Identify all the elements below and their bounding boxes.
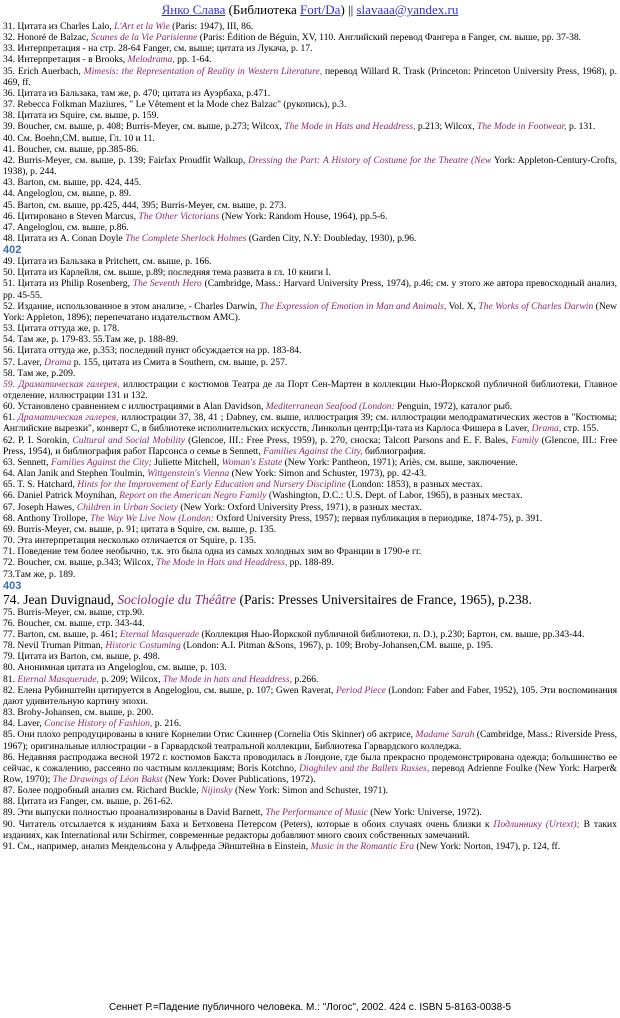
note-text: p. 131. [566,121,596,133]
page-number-marker-403: 403 [3,579,22,592]
note-text: 44. Angeloglou, см. выше, p. 89. [3,188,132,200]
footnote [3,785,617,796]
note-text: 79. Цитата из Barton, см. выше, p. 498. [3,651,160,663]
note-text: 64. Alan Janik and Stephen Toulmin, [3,468,148,480]
note-text: 77. Barton, см. выше, p. 461; [3,628,120,640]
note-text: 68. Anthony Trollope, [3,512,91,524]
note-text: В таких изданиях, как International или Schirmer, современные редакторы добавляют много своих собственных замечаний. [3,818,617,841]
footnote [3,490,617,501]
note-text: 91. См., например, анализ Мендельсона у Альфреда Эйнштейна в Einstein, [3,840,311,852]
citation-title: Diaghilev and the Ballets Russes, [299,762,430,774]
note-text: 61. [3,412,18,424]
footnote [3,188,617,199]
note-text: 37. Rebecca Folkman Maziures, " Le Vêtement et la Mode chez Balzac" (рукопись), p.3. [3,99,347,111]
citation-title: Music in the Romantic Era [310,840,414,852]
note-text: 81. [3,673,18,685]
note-text: 75. Burris-Meyer, см. выше, стр.90. [3,606,145,618]
note-text: pp. 1-64. [174,54,212,66]
footnote [3,729,617,751]
citation-title: Hints for the Improvement of Early Education and Nursery Discipline [77,479,346,491]
note-text: (Paris: Presses Universitaires de France, 1965), p.238. [236,591,532,607]
page-number-marker-402: 402 [3,244,22,257]
fortda-link[interactable]: Fort/Da [300,2,341,17]
footnote [3,357,617,368]
note-text: (Paris: 1947), III, 86. [169,21,254,32]
citation-title: Подлиннику (Urtext); [493,818,580,830]
citation-title: The Mode in Footwear, [477,121,567,133]
note-text: 76. Boucher, см. выше, стр. 343-44. [3,617,145,629]
notes-group-a [3,21,617,244]
note-text: 50. Цитата из Карлейля, см. выше, p.89; последняя тема развита в гл. 10 книги I. [3,267,331,279]
note-text: 67. Joseph Hawes, [3,501,77,513]
note-text: 82. Елена Рубинштейн цитируется в Angeloglou, см. выше, p. 107; Gwen Raverat, [3,684,336,696]
footnote [3,110,617,121]
header-separator: ) || [340,2,357,17]
footnote [3,841,617,852]
citation-title: Nijinsky [201,785,233,797]
notes-group-c [3,607,617,852]
page-header [0,0,620,19]
footnote [3,66,617,88]
notes-body [0,19,620,852]
citation-title: Mimesis: the Representation of Reality in Western Literature, [83,65,323,77]
footnote [3,707,617,718]
footnote [3,278,617,300]
footnote [3,121,617,132]
note-text: (Коллекция Нью-Йоркской публичной библиотеки, п. D.), p.230; Бартон, см. выше, pp.343-44. [199,628,585,640]
footnote [3,412,617,434]
note-text: (Garden City, N.Y: Doubleday, 1930), p.96. [246,232,417,244]
note-text: перевод Willard R. Trask (Princeton: Princeton University Press, 1968), p. 469, ff. [3,65,618,88]
note-text: 35. Erich Auerbach, [3,65,84,77]
citation-title: L'Art et la Wie [114,21,170,32]
note-text: 51. Цитата из Philip Rosenberg, [3,278,133,290]
footnote [3,651,617,662]
citation-title: Historic Costuming [105,640,181,652]
citation-title: Scunes de la Vie Parisienne [90,32,198,44]
citation-title: Eternal Masquerade [119,628,200,640]
note-text: 69. Burris-Meyer, см. выше, p. 91; цитата в Squire, см. выше, p. 135. [3,523,277,535]
footnote [3,752,617,785]
citation-title: The Other Victorians [138,210,220,222]
page-footer: Сеннет Р.=Падение публичного человека. М.: "Логос", 2002. 424 с. ISBN 5-8163-0038-5 [108,1002,512,1013]
footnote [3,435,617,457]
note-text: 84. Laver, [3,718,45,730]
citation-title: The Performance of Music [265,807,368,819]
note-text: 86. Недавняя распродажа весной 1972 г. костюмов Бакста проводилась в Лондоне, где была прекрасно продемонстрирована одежда; большинство ее сейчас, к сожалению, рассеяно по частным коллекциям; Boris Kotchno, [3,751,617,774]
citation-title: Children in Urban Society [76,501,178,513]
note-text: Oxford University Press, 1957); первая публикация в периодике, 1874-75), p. 391. [213,512,543,524]
note-text: 46. Цитировано в Steven Marcus, [3,210,139,222]
footnote [3,618,617,629]
note-text: (Glencoe, III.: Free Press, 1959), p. 270, сноска; Talcott Parsons and E. F. Bales, [185,434,512,446]
footnote [3,368,617,379]
note-text: (New York: Pantheon, 1971); Ariès, см. выше, заключение. [282,456,518,468]
note-text: p. 155, цитата из Смита в Southern, см. выше, p. 257. [71,356,288,368]
footnote [3,468,617,479]
note-text: (Cambridge, Mass.: Harvard University Press, 1974), p.46; см. у этого же автора превосходный анализ, pp. 45-55. [3,278,617,301]
citation-title: The Drawings of Léon Bakst [52,774,163,785]
footnote [3,796,617,807]
note-text: Vol. X, [446,300,479,312]
citation-title: The Mode in Hats and Headdress, [284,121,416,133]
footnote [3,233,617,244]
note-text: 36. Цитата из Бальзака, там же, p. 470; цитата из Ауэрбаха, p.471. [3,87,271,99]
citation-title: The Mode in Hats and Headdress, [155,557,288,569]
note-text: 87. Более подробный анализ см. Richard Buckle, [3,785,202,797]
note-text: p.266. [292,673,319,685]
note-text: (New York: Simon and Schuster, 1971). [232,785,389,797]
note-text: (New York: Simon and Schuster, 1973), pp. 42-43. [229,468,427,480]
citation-title: Melodrama, [127,54,175,66]
footnote [3,674,617,685]
note-text: 31. Цитата из Charles Lalo, [3,21,115,32]
citation-title: Cultural and Social Mobility [72,434,186,446]
footnote [3,54,617,65]
citation-title: Eternal Masquerade, [17,673,99,685]
notes-group-b [3,256,617,580]
footnote [3,379,617,401]
footnote [3,502,617,513]
citation-title: The Way We Live Now (London: [90,512,214,524]
footnote [3,629,617,640]
footnote [3,457,617,468]
note-text: 71. Поведение тем более необычно, т.к. это была одна из самых холодных зим во Франции в 1790-е гг. [3,546,422,558]
note-text: Penguin, 1972), каталог рыб. [394,401,513,413]
note-text: York: Appleton-Century-Crofts, 1938), p. 244. [3,154,617,178]
footnote [3,334,617,345]
note-text: 54. Там же, p. 179-83. 55.Там же, p. 188-89. [3,334,178,346]
note-text: (New York: Random House, 1964), pp.5-6. [219,210,388,222]
footnote [3,43,617,54]
note-text: Juliette Mitchell, [151,456,222,468]
footnote [3,88,617,99]
note-text: 41. Boucher, см. выше, pp.385-86. [3,143,139,155]
note-text: 80. Анонимная цитата из Angeloglou, см. выше, p. 103. [3,662,227,674]
note-text: (New York: Universe, 1972). [367,807,482,819]
note-text: 49. Цитата из Бальзака в Pritchett, см. выше, p. 166. [3,256,212,268]
citation-title: Family [511,434,539,446]
note-text: p. 216. [152,718,182,730]
footnote [3,155,617,177]
citation-title: Mediterranean Seafood (London: [265,401,395,413]
citation-title: The Expression of Emotion in Man and Animals, [259,300,447,312]
citation-title: Concise History of Fashion, [44,718,153,730]
note-text: 57. Laver, [3,356,45,368]
note-text: 62. P. I. Sorokin, [3,434,73,446]
note-text: 33. Интерпретация - на стр. 28-64 Fanger, см. выше; цитата из Лукача, p. 17. [3,43,313,55]
footnote [3,535,617,546]
footnote [3,144,617,155]
note-text: (Washington, D.C.: U.S. Dept. of Labor, 1965), в разных местах. [266,490,523,502]
note-text: 40. См. Boehn,CM. выше, Гл. 10 и 11. [3,132,155,144]
note-text: 83. Broby-Johansen, см. выше, p. 200. [3,707,154,719]
citation-title: 59. Драматическая галерея, [3,378,120,390]
citation-title: Report on the American Negro Family [119,490,267,502]
footnote [3,569,617,580]
note-text: 38. Цитата из Squire, см. выше, p. 159. [3,110,159,122]
note-text: 85. Они плохо репродуцированы в книге Корнелии Отис Скиннер (Cornelia Otis Skinner) об актрисе, [3,729,416,741]
citation-title: Драматическая галерея, [17,412,119,424]
note-text: 56. Цитата оттуда же, p.353; последний пункт обсуждается на pp. 183-84. [3,345,302,357]
author-link[interactable]: Янко Слава [161,2,226,17]
note-text: 72. Boucher, см. выше, p.343; Wilcox, [3,557,156,569]
note-text: pp. 188-89. [287,557,334,569]
note-text: перевод Adrienne Foulke (New York: Harper& Row, 1970); [3,762,617,785]
footnote [3,685,617,707]
note-text: иллюстрации с костюмов Театра де ла Порт Сен-Мартен в коллекции Нью-Йоркской публичной библиотеки, Главное отделение, иллюстрации 131 и 132. [3,378,617,401]
note-text: 34. Интерпретация - в Brooks, [3,54,128,66]
note-text: 43. Barton, см. выше, pp. 424, 445. [3,177,142,189]
footnote [3,513,617,524]
note-text: p.213; Wilcox, [415,121,478,133]
footnote [3,256,617,267]
footnote [3,401,617,412]
note-text: (Paris: Édition de Béguin, XV, 110. Английский перевод Фангера в Fanger, см. выше, pp. 37-38. [197,32,582,44]
note-text: 48. Цитата из A. Conan Doyle [3,232,126,244]
note-text: 45. Barton, см. выше, pp.425, 444, 395; Burris-Meyer, см. выше, p. 273. [3,199,287,211]
note-text: (Glencoe, III.: Free Press, 1954), и библиография работ Парсонса о семье в Sennett, [3,434,617,457]
note-text: 60. Установлено сравнением с иллюстрациями в Alan Davidson, [3,401,266,413]
footnote [3,323,617,334]
citation-title: Sociologie du Théâtre [117,591,237,607]
note-text: стр. 155. [561,423,599,435]
citation-title: Period Piece [335,684,386,696]
note-text: иллюстрации 37, 38, 41 ; Dabney, см. выше, иллюстрация 39; см. иллюстрации мелодраматических жестов в "Костюмы; Английские вырезки", конверт С, в библиотеке исполнительских искусств, Линкольн центр;Ци-тата из Карлоса Фишера в Laver, [3,412,618,435]
footnote [3,211,617,222]
note-text: 74. Jean Duvignaud, [3,591,118,607]
library-label: (Библиотека [225,2,300,17]
footnote [3,267,617,278]
note-text: 70. Эта интерпретация несколько отличается от Squire, p. 135. [3,535,257,547]
footnote [3,133,617,144]
note-text: (New York: Oxford University Press, 1971), в разных местах. [177,501,422,513]
citation-title: Madame Sarah [415,729,475,741]
footnote [3,177,617,188]
footnote [3,222,617,233]
note-text: (New York: Appleton, 1896); перепечатано издательством АМС). [3,300,617,323]
footnote [3,301,617,323]
footnote [3,819,617,841]
footnote [3,479,617,490]
footnote [3,32,617,43]
footnote [3,524,617,535]
note-text: 78. Nevil Truman Pitman, [3,640,106,652]
note-text: 88. Цитата из Fanger, см. выше, p. 261-62. [3,796,173,808]
footnote [3,99,617,110]
note-text: 73.Там же, p. 189. [3,568,76,580]
note-text: 52. Издание, использованное в этом анализе, - Charles Darwin, [3,300,260,312]
citation-title: The Works of Charles Darwin [478,300,594,312]
citation-title: The Complete Sherlock Holmes [125,232,247,244]
citation-title: Woman's Estate [221,456,283,468]
note-text: 90. Читатель отсылается к изданиям Баха и Бетховена Петерсом (Peters), которые в обоих случаях очень близки к [3,818,494,830]
note-text: (Cambridge, Mass.: Riverside Press, 1967); оригинальные иллюстрации - в Гарвардской театральной коллекции, Библиотека Гарвардского колледжа. [3,729,618,752]
note-text: 66. Daniel Patrick Moynihan, [3,490,120,502]
note-text: (New York: Dover Publications, 1972). [162,774,316,785]
note-text: 53. Цитата оттуда же, p. 178. [3,323,120,335]
note-text: 65. T. S. Hatchard, [3,479,78,491]
footnote [3,607,617,618]
footnote [3,807,617,818]
note-74 [3,592,617,607]
note-text: 63. Sennett, [3,456,51,468]
footnote [3,546,617,557]
citation-title: The Seventh Hero [132,278,202,290]
note-text: 42. Burris-Meyer, см. выше, p. 139; Fairfax Proudfit Walkup, [3,154,249,166]
note-text: p. 209; Wilcox, [98,673,163,685]
note-text: (London: Faber and Faber, 1952), 105. Эти воспоминания дают удивительную картину эпохи. [3,684,618,707]
email-link[interactable]: slavaaa@yandex.ru [356,2,459,17]
footnote [3,345,617,356]
citation-title: The Mode in hats and Headdress, [162,673,293,685]
citation-title: Drama, [531,423,562,435]
citation-title: Wittgenstein's Vienna [147,468,230,480]
citation-title: Drama [44,356,72,368]
footnote [3,640,617,651]
note-text: (London: 1853), в разных местах. [345,479,483,491]
footnote [3,200,617,211]
note-text: 32. Honoré de Balzac, [3,32,91,44]
citation-title: Families Against the City; [50,456,152,468]
note-text: библиография. [362,445,426,457]
citation-title: Dressing the Part: A History of Costume for the Theatre (New [248,154,492,166]
footnote [3,718,617,729]
note-text: 58. Там же, p.209. [3,367,76,379]
footnote [3,21,617,32]
note-text: 39. Boucher, см. выше, p. 408; Burris-Meyer, см. выше, p.273; Wilcox, [3,121,285,133]
citation-title: Families Against the City, [263,445,363,457]
note-text: (New York: Norton, 1947), p. 124, ff. [414,840,561,852]
note-text: 89. Эти выпуски полностью проанализированы в David Barnett, [3,807,266,819]
footnote [3,662,617,673]
note-text: 47. Angeloglou, см. выше, p.86. [3,221,129,233]
note-text: (London: A.I. Pitman &Sons, 1967), p. 109; Broby-Johansen,CM. выше, p. 195. [180,640,494,652]
footnote [3,557,617,568]
